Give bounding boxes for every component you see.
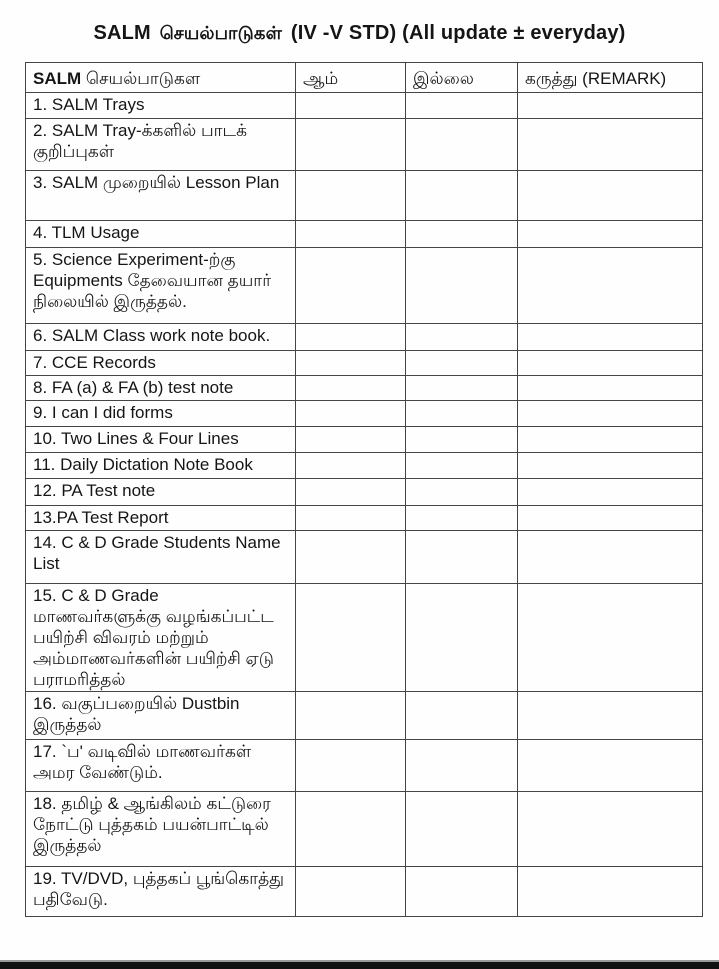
no-cell xyxy=(406,351,518,376)
yes-cell xyxy=(296,531,406,584)
no-cell xyxy=(406,867,518,917)
title-suffix: (IV -V STD) (All update ± everyday) xyxy=(290,22,626,44)
remark-cell xyxy=(518,479,703,506)
activity-cell: 13.PA Test Report xyxy=(26,506,296,531)
remark-cell xyxy=(518,584,703,692)
yes-cell xyxy=(296,692,406,740)
table-row xyxy=(26,93,703,119)
no-cell xyxy=(406,740,518,792)
remark-cell xyxy=(518,401,703,427)
remark-cell xyxy=(518,119,703,171)
yes-cell xyxy=(296,401,406,427)
table-row xyxy=(26,692,703,740)
activity-cell: 15. C & D Grade மாணவர்களுக்கு வழங்கப்பட்ட பயிற்சி விவரம் மற்றும் அம்மாணவர்களின் பயிற்சி ஏடு பராமரித்தல் xyxy=(26,584,296,692)
remark-cell xyxy=(518,506,703,531)
activity-cell: 18. தமிழ் & ஆங்கிலம் கட்டுரை நோட்டு புத்தகம் பயன்பாட்டில் இருத்தல் xyxy=(26,792,296,867)
table-row xyxy=(26,171,703,221)
no-cell xyxy=(406,171,518,221)
no-cell xyxy=(406,479,518,506)
yes-cell xyxy=(296,119,406,171)
column-header-remark: கருத்து (REMARK) xyxy=(518,63,703,93)
no-cell xyxy=(406,324,518,351)
remark-cell xyxy=(518,351,703,376)
activity-cell: 6. SALM Class work note book. xyxy=(26,324,296,351)
remark-cell xyxy=(518,248,703,324)
no-cell xyxy=(406,221,518,248)
column-header-activity-tamil: செயல்பாடுகள xyxy=(85,68,201,88)
remark-cell xyxy=(518,740,703,792)
yes-cell xyxy=(296,479,406,506)
activity-cell: 10. Two Lines & Four Lines xyxy=(26,427,296,453)
remark-cell xyxy=(518,792,703,867)
table-row xyxy=(26,376,703,401)
title-tamil: செயல்பாடுகள் xyxy=(159,23,283,43)
activity-cell: 1. SALM Trays xyxy=(26,93,296,119)
activity-cell: 19. TV/DVD, புத்தகப் பூங்கொத்து பதிவேடு. xyxy=(26,867,296,917)
yes-cell xyxy=(296,584,406,692)
no-cell xyxy=(406,792,518,867)
activity-cell: 14. C & D Grade Students Name List xyxy=(26,531,296,584)
table-row xyxy=(26,867,703,917)
no-cell xyxy=(406,248,518,324)
title-salm: SALM xyxy=(93,22,151,44)
table-row xyxy=(26,351,703,376)
yes-cell xyxy=(296,506,406,531)
activity-cell: 16. வகுப்பறையில் Dustbin இருத்தல் xyxy=(26,692,296,740)
no-cell xyxy=(406,692,518,740)
activity-cell: 2. SALM Tray-க்களில் பாடக் குறிப்புகள் xyxy=(26,119,296,171)
remark-cell xyxy=(518,427,703,453)
yes-cell xyxy=(296,248,406,324)
yes-cell xyxy=(296,867,406,917)
yes-cell xyxy=(296,93,406,119)
yes-cell xyxy=(296,792,406,867)
activity-cell: 11. Daily Dictation Note Book xyxy=(26,453,296,479)
yes-cell xyxy=(296,453,406,479)
table-row xyxy=(26,401,703,427)
activity-cell: 5. Science Experiment-ற்கு Equipments தேவையான தயார் நிலையில் இருத்தல். xyxy=(26,248,296,324)
no-cell xyxy=(406,119,518,171)
no-cell xyxy=(406,401,518,427)
table-row xyxy=(26,453,703,479)
table-row xyxy=(26,479,703,506)
remark-cell xyxy=(518,453,703,479)
table-row xyxy=(26,740,703,792)
activity-cell: 9. I can I did forms xyxy=(26,401,296,427)
document-title xyxy=(0,22,719,46)
remark-cell xyxy=(518,531,703,584)
yes-cell xyxy=(296,427,406,453)
activity-cell: 4. TLM Usage xyxy=(26,221,296,248)
yes-cell xyxy=(296,171,406,221)
no-cell xyxy=(406,531,518,584)
column-header-no: இல்லை xyxy=(406,63,518,93)
header-row xyxy=(26,63,703,93)
table-row xyxy=(26,531,703,584)
yes-cell xyxy=(296,324,406,351)
activity-cell: 17. `ப' வடிவில் மாணவர்கள் அமர வேண்டும். xyxy=(26,740,296,792)
no-cell xyxy=(406,427,518,453)
remark-cell xyxy=(518,171,703,221)
page-bottom-edge xyxy=(0,960,719,969)
no-cell xyxy=(406,453,518,479)
no-cell xyxy=(406,506,518,531)
remark-cell xyxy=(518,93,703,119)
table-row xyxy=(26,427,703,453)
no-cell xyxy=(406,376,518,401)
remark-cell xyxy=(518,867,703,917)
column-header-activity-salm: SALM xyxy=(33,68,82,88)
remark-cell xyxy=(518,376,703,401)
no-cell xyxy=(406,584,518,692)
activity-cell: 8. FA (a) & FA (b) test note xyxy=(26,376,296,401)
table-row xyxy=(26,119,703,171)
table-row xyxy=(26,248,703,324)
yes-cell xyxy=(296,740,406,792)
yes-cell xyxy=(296,221,406,248)
no-cell xyxy=(406,93,518,119)
table-row xyxy=(26,584,703,692)
table-row xyxy=(26,324,703,351)
table-row xyxy=(26,506,703,531)
salm-checklist-table xyxy=(25,62,703,917)
activity-cell: 3. SALM முறையில் Lesson Plan xyxy=(26,171,296,221)
yes-cell xyxy=(296,351,406,376)
column-header-yes: ஆம் xyxy=(296,63,406,93)
activity-cell: 7. CCE Records xyxy=(26,351,296,376)
remark-cell xyxy=(518,221,703,248)
remark-cell xyxy=(518,324,703,351)
remark-cell xyxy=(518,692,703,740)
table-row xyxy=(26,221,703,248)
activity-cell: 12. PA Test note xyxy=(26,479,296,506)
table-row xyxy=(26,792,703,867)
column-header-activity xyxy=(26,63,296,93)
yes-cell xyxy=(296,376,406,401)
